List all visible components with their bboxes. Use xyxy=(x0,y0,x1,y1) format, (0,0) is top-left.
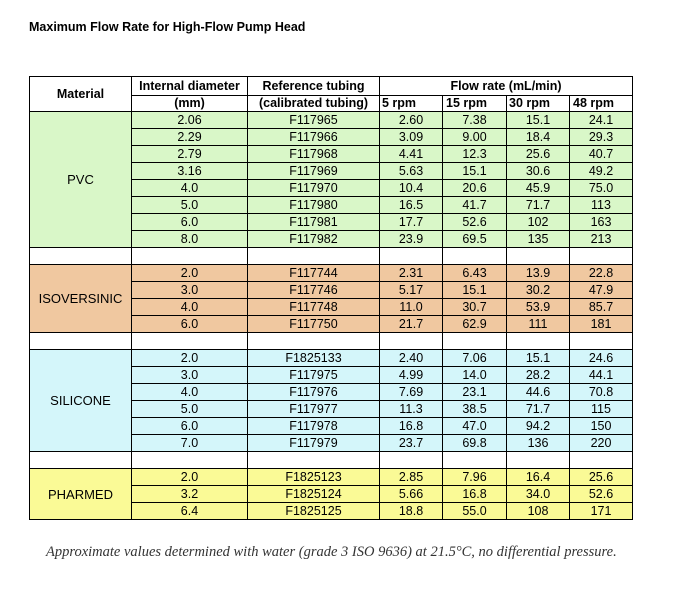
cell-reference: F117748 xyxy=(248,299,380,316)
spacer-cell xyxy=(380,452,443,469)
header-rpm-48: 48 rpm xyxy=(570,96,633,112)
cell-rpm-30: 71.7 xyxy=(507,197,570,214)
cell-diameter: 3.16 xyxy=(132,163,248,180)
table-row xyxy=(30,469,633,486)
cell-diameter: 8.0 xyxy=(132,231,248,248)
material-pvc: PVC xyxy=(30,112,132,248)
material-isoversinic: ISOVERSINIC xyxy=(30,265,132,333)
cell-diameter: 5.0 xyxy=(132,401,248,418)
spacer-cell xyxy=(443,452,507,469)
spacer-cell xyxy=(380,333,443,350)
cell-rpm-48: 115 xyxy=(570,401,633,418)
table-body xyxy=(30,112,633,520)
cell-rpm-5: 3.09 xyxy=(380,129,443,146)
cell-reference: F117982 xyxy=(248,231,380,248)
cell-reference: F117750 xyxy=(248,316,380,333)
cell-rpm-5: 2.60 xyxy=(380,112,443,129)
spacer-cell xyxy=(30,452,132,469)
material-pharmed: PHARMED xyxy=(30,469,132,520)
spacer-row xyxy=(30,452,633,469)
cell-rpm-30: 108 xyxy=(507,503,570,520)
cell-rpm-48: 163 xyxy=(570,214,633,231)
footnote: Approximate values determined with water (grade 3 ISO 9636) at 21.5°C, no differential pressure. xyxy=(46,544,617,560)
cell-rpm-48: 22.8 xyxy=(570,265,633,282)
cell-reference: F117978 xyxy=(248,418,380,435)
cell-diameter: 2.29 xyxy=(132,129,248,146)
cell-reference: F117976 xyxy=(248,384,380,401)
cell-rpm-48: 75.0 xyxy=(570,180,633,197)
cell-reference: F117970 xyxy=(248,180,380,197)
cell-reference: F117969 xyxy=(248,163,380,180)
cell-reference: F117965 xyxy=(248,112,380,129)
cell-rpm-30: 30.6 xyxy=(507,163,570,180)
spacer-cell xyxy=(30,333,132,350)
header-reference: Reference tubing xyxy=(248,77,380,96)
cell-diameter: 5.0 xyxy=(132,197,248,214)
cell-reference: F117979 xyxy=(248,435,380,452)
cell-rpm-30: 71.7 xyxy=(507,401,570,418)
cell-rpm-48: 44.1 xyxy=(570,367,633,384)
cell-rpm-48: 49.2 xyxy=(570,163,633,180)
header-rpm-30: 30 rpm xyxy=(507,96,570,112)
cell-rpm-5: 2.40 xyxy=(380,350,443,367)
cell-reference: F117981 xyxy=(248,214,380,231)
cell-reference: F117744 xyxy=(248,265,380,282)
cell-diameter: 4.0 xyxy=(132,299,248,316)
cell-rpm-30: 30.2 xyxy=(507,282,570,299)
cell-rpm-15: 14.0 xyxy=(443,367,507,384)
spacer-cell xyxy=(507,248,570,265)
cell-rpm-30: 111 xyxy=(507,316,570,333)
cell-reference: F117966 xyxy=(248,129,380,146)
cell-rpm-48: 70.8 xyxy=(570,384,633,401)
cell-rpm-15: 15.1 xyxy=(443,282,507,299)
cell-rpm-15: 52.6 xyxy=(443,214,507,231)
spacer-row xyxy=(30,248,633,265)
cell-diameter: 3.2 xyxy=(132,486,248,503)
cell-rpm-5: 21.7 xyxy=(380,316,443,333)
cell-reference: F117975 xyxy=(248,367,380,384)
cell-reference: F1825123 xyxy=(248,469,380,486)
cell-rpm-48: 113 xyxy=(570,197,633,214)
cell-rpm-48: 85.7 xyxy=(570,299,633,316)
cell-rpm-30: 28.2 xyxy=(507,367,570,384)
spacer-cell xyxy=(443,333,507,350)
cell-diameter: 6.0 xyxy=(132,214,248,231)
header-rpm-15: 15 rpm xyxy=(443,96,507,112)
cell-reference: F1825133 xyxy=(248,350,380,367)
cell-rpm-48: 24.1 xyxy=(570,112,633,129)
material-silicone: SILICONE xyxy=(30,350,132,452)
cell-rpm-30: 15.1 xyxy=(507,112,570,129)
cell-diameter: 4.0 xyxy=(132,384,248,401)
cell-rpm-15: 62.9 xyxy=(443,316,507,333)
cell-rpm-5: 23.7 xyxy=(380,435,443,452)
cell-diameter: 2.0 xyxy=(132,350,248,367)
cell-rpm-30: 16.4 xyxy=(507,469,570,486)
cell-rpm-15: 16.8 xyxy=(443,486,507,503)
spacer-cell xyxy=(443,248,507,265)
cell-reference: F117980 xyxy=(248,197,380,214)
cell-rpm-5: 5.17 xyxy=(380,282,443,299)
cell-rpm-30: 18.4 xyxy=(507,129,570,146)
header-diameter-unit: (mm) xyxy=(132,96,248,112)
cell-rpm-48: 171 xyxy=(570,503,633,520)
cell-rpm-5: 18.8 xyxy=(380,503,443,520)
cell-rpm-30: 53.9 xyxy=(507,299,570,316)
cell-rpm-5: 23.9 xyxy=(380,231,443,248)
spacer-cell xyxy=(30,248,132,265)
cell-rpm-48: 150 xyxy=(570,418,633,435)
spacer-cell xyxy=(248,248,380,265)
spacer-cell xyxy=(570,333,633,350)
cell-rpm-15: 41.7 xyxy=(443,197,507,214)
cell-rpm-5: 11.0 xyxy=(380,299,443,316)
cell-reference: F117968 xyxy=(248,146,380,163)
header-reference-sub: (calibrated tubing) xyxy=(248,96,380,112)
cell-rpm-30: 34.0 xyxy=(507,486,570,503)
cell-rpm-15: 69.5 xyxy=(443,231,507,248)
cell-rpm-5: 17.7 xyxy=(380,214,443,231)
header-flow-rate: Flow rate (mL/min) xyxy=(380,77,633,96)
cell-rpm-5: 16.5 xyxy=(380,197,443,214)
cell-rpm-15: 7.06 xyxy=(443,350,507,367)
cell-diameter: 3.0 xyxy=(132,367,248,384)
cell-diameter: 4.0 xyxy=(132,180,248,197)
spacer-cell xyxy=(132,248,248,265)
cell-rpm-15: 23.1 xyxy=(443,384,507,401)
cell-rpm-15: 7.38 xyxy=(443,112,507,129)
cell-rpm-30: 44.6 xyxy=(507,384,570,401)
cell-rpm-15: 38.5 xyxy=(443,401,507,418)
cell-rpm-5: 2.31 xyxy=(380,265,443,282)
cell-reference: F1825125 xyxy=(248,503,380,520)
spacer-cell xyxy=(132,333,248,350)
cell-rpm-30: 94.2 xyxy=(507,418,570,435)
cell-rpm-5: 16.8 xyxy=(380,418,443,435)
cell-rpm-30: 135 xyxy=(507,231,570,248)
cell-rpm-48: 24.6 xyxy=(570,350,633,367)
cell-rpm-48: 52.6 xyxy=(570,486,633,503)
spacer-cell xyxy=(380,248,443,265)
header-diameter: Internal diameter xyxy=(132,77,248,96)
cell-rpm-5: 4.99 xyxy=(380,367,443,384)
cell-diameter: 6.0 xyxy=(132,418,248,435)
cell-rpm-5: 2.85 xyxy=(380,469,443,486)
cell-rpm-15: 15.1 xyxy=(443,163,507,180)
cell-diameter: 6.0 xyxy=(132,316,248,333)
cell-rpm-5: 4.41 xyxy=(380,146,443,163)
header-rpm-5: 5 rpm xyxy=(380,96,443,112)
cell-rpm-30: 13.9 xyxy=(507,265,570,282)
cell-rpm-15: 9.00 xyxy=(443,129,507,146)
cell-diameter: 3.0 xyxy=(132,282,248,299)
cell-rpm-48: 213 xyxy=(570,231,633,248)
flow-rate-table xyxy=(29,76,633,520)
cell-rpm-48: 47.9 xyxy=(570,282,633,299)
cell-rpm-5: 5.66 xyxy=(380,486,443,503)
cell-rpm-30: 15.1 xyxy=(507,350,570,367)
cell-rpm-15: 30.7 xyxy=(443,299,507,316)
cell-rpm-48: 40.7 xyxy=(570,146,633,163)
cell-diameter: 2.0 xyxy=(132,469,248,486)
cell-diameter: 7.0 xyxy=(132,435,248,452)
cell-rpm-15: 69.8 xyxy=(443,435,507,452)
cell-rpm-15: 12.3 xyxy=(443,146,507,163)
spacer-cell xyxy=(507,452,570,469)
cell-diameter: 2.06 xyxy=(132,112,248,129)
cell-diameter: 2.0 xyxy=(132,265,248,282)
spacer-cell xyxy=(507,333,570,350)
cell-rpm-5: 5.63 xyxy=(380,163,443,180)
cell-rpm-15: 20.6 xyxy=(443,180,507,197)
cell-rpm-30: 45.9 xyxy=(507,180,570,197)
cell-reference: F1825124 xyxy=(248,486,380,503)
cell-rpm-5: 7.69 xyxy=(380,384,443,401)
cell-rpm-15: 55.0 xyxy=(443,503,507,520)
table-row xyxy=(30,112,633,129)
table-row xyxy=(30,265,633,282)
spacer-row xyxy=(30,333,633,350)
page-title: Maximum Flow Rate for High-Flow Pump Head xyxy=(29,20,306,34)
cell-rpm-48: 220 xyxy=(570,435,633,452)
cell-rpm-30: 136 xyxy=(507,435,570,452)
cell-rpm-15: 47.0 xyxy=(443,418,507,435)
spacer-cell xyxy=(248,452,380,469)
cell-rpm-15: 6.43 xyxy=(443,265,507,282)
spacer-cell xyxy=(132,452,248,469)
cell-rpm-15: 7.96 xyxy=(443,469,507,486)
cell-reference: F117977 xyxy=(248,401,380,418)
table-header xyxy=(30,77,633,112)
cell-rpm-48: 181 xyxy=(570,316,633,333)
header-material: Material xyxy=(30,77,132,112)
cell-rpm-30: 25.6 xyxy=(507,146,570,163)
spacer-cell xyxy=(248,333,380,350)
cell-reference: F117746 xyxy=(248,282,380,299)
spacer-cell xyxy=(570,452,633,469)
cell-rpm-48: 25.6 xyxy=(570,469,633,486)
table-row xyxy=(30,350,633,367)
cell-rpm-48: 29.3 xyxy=(570,129,633,146)
cell-diameter: 6.4 xyxy=(132,503,248,520)
cell-rpm-5: 11.3 xyxy=(380,401,443,418)
cell-diameter: 2.79 xyxy=(132,146,248,163)
cell-rpm-5: 10.4 xyxy=(380,180,443,197)
spacer-cell xyxy=(570,248,633,265)
cell-rpm-30: 102 xyxy=(507,214,570,231)
